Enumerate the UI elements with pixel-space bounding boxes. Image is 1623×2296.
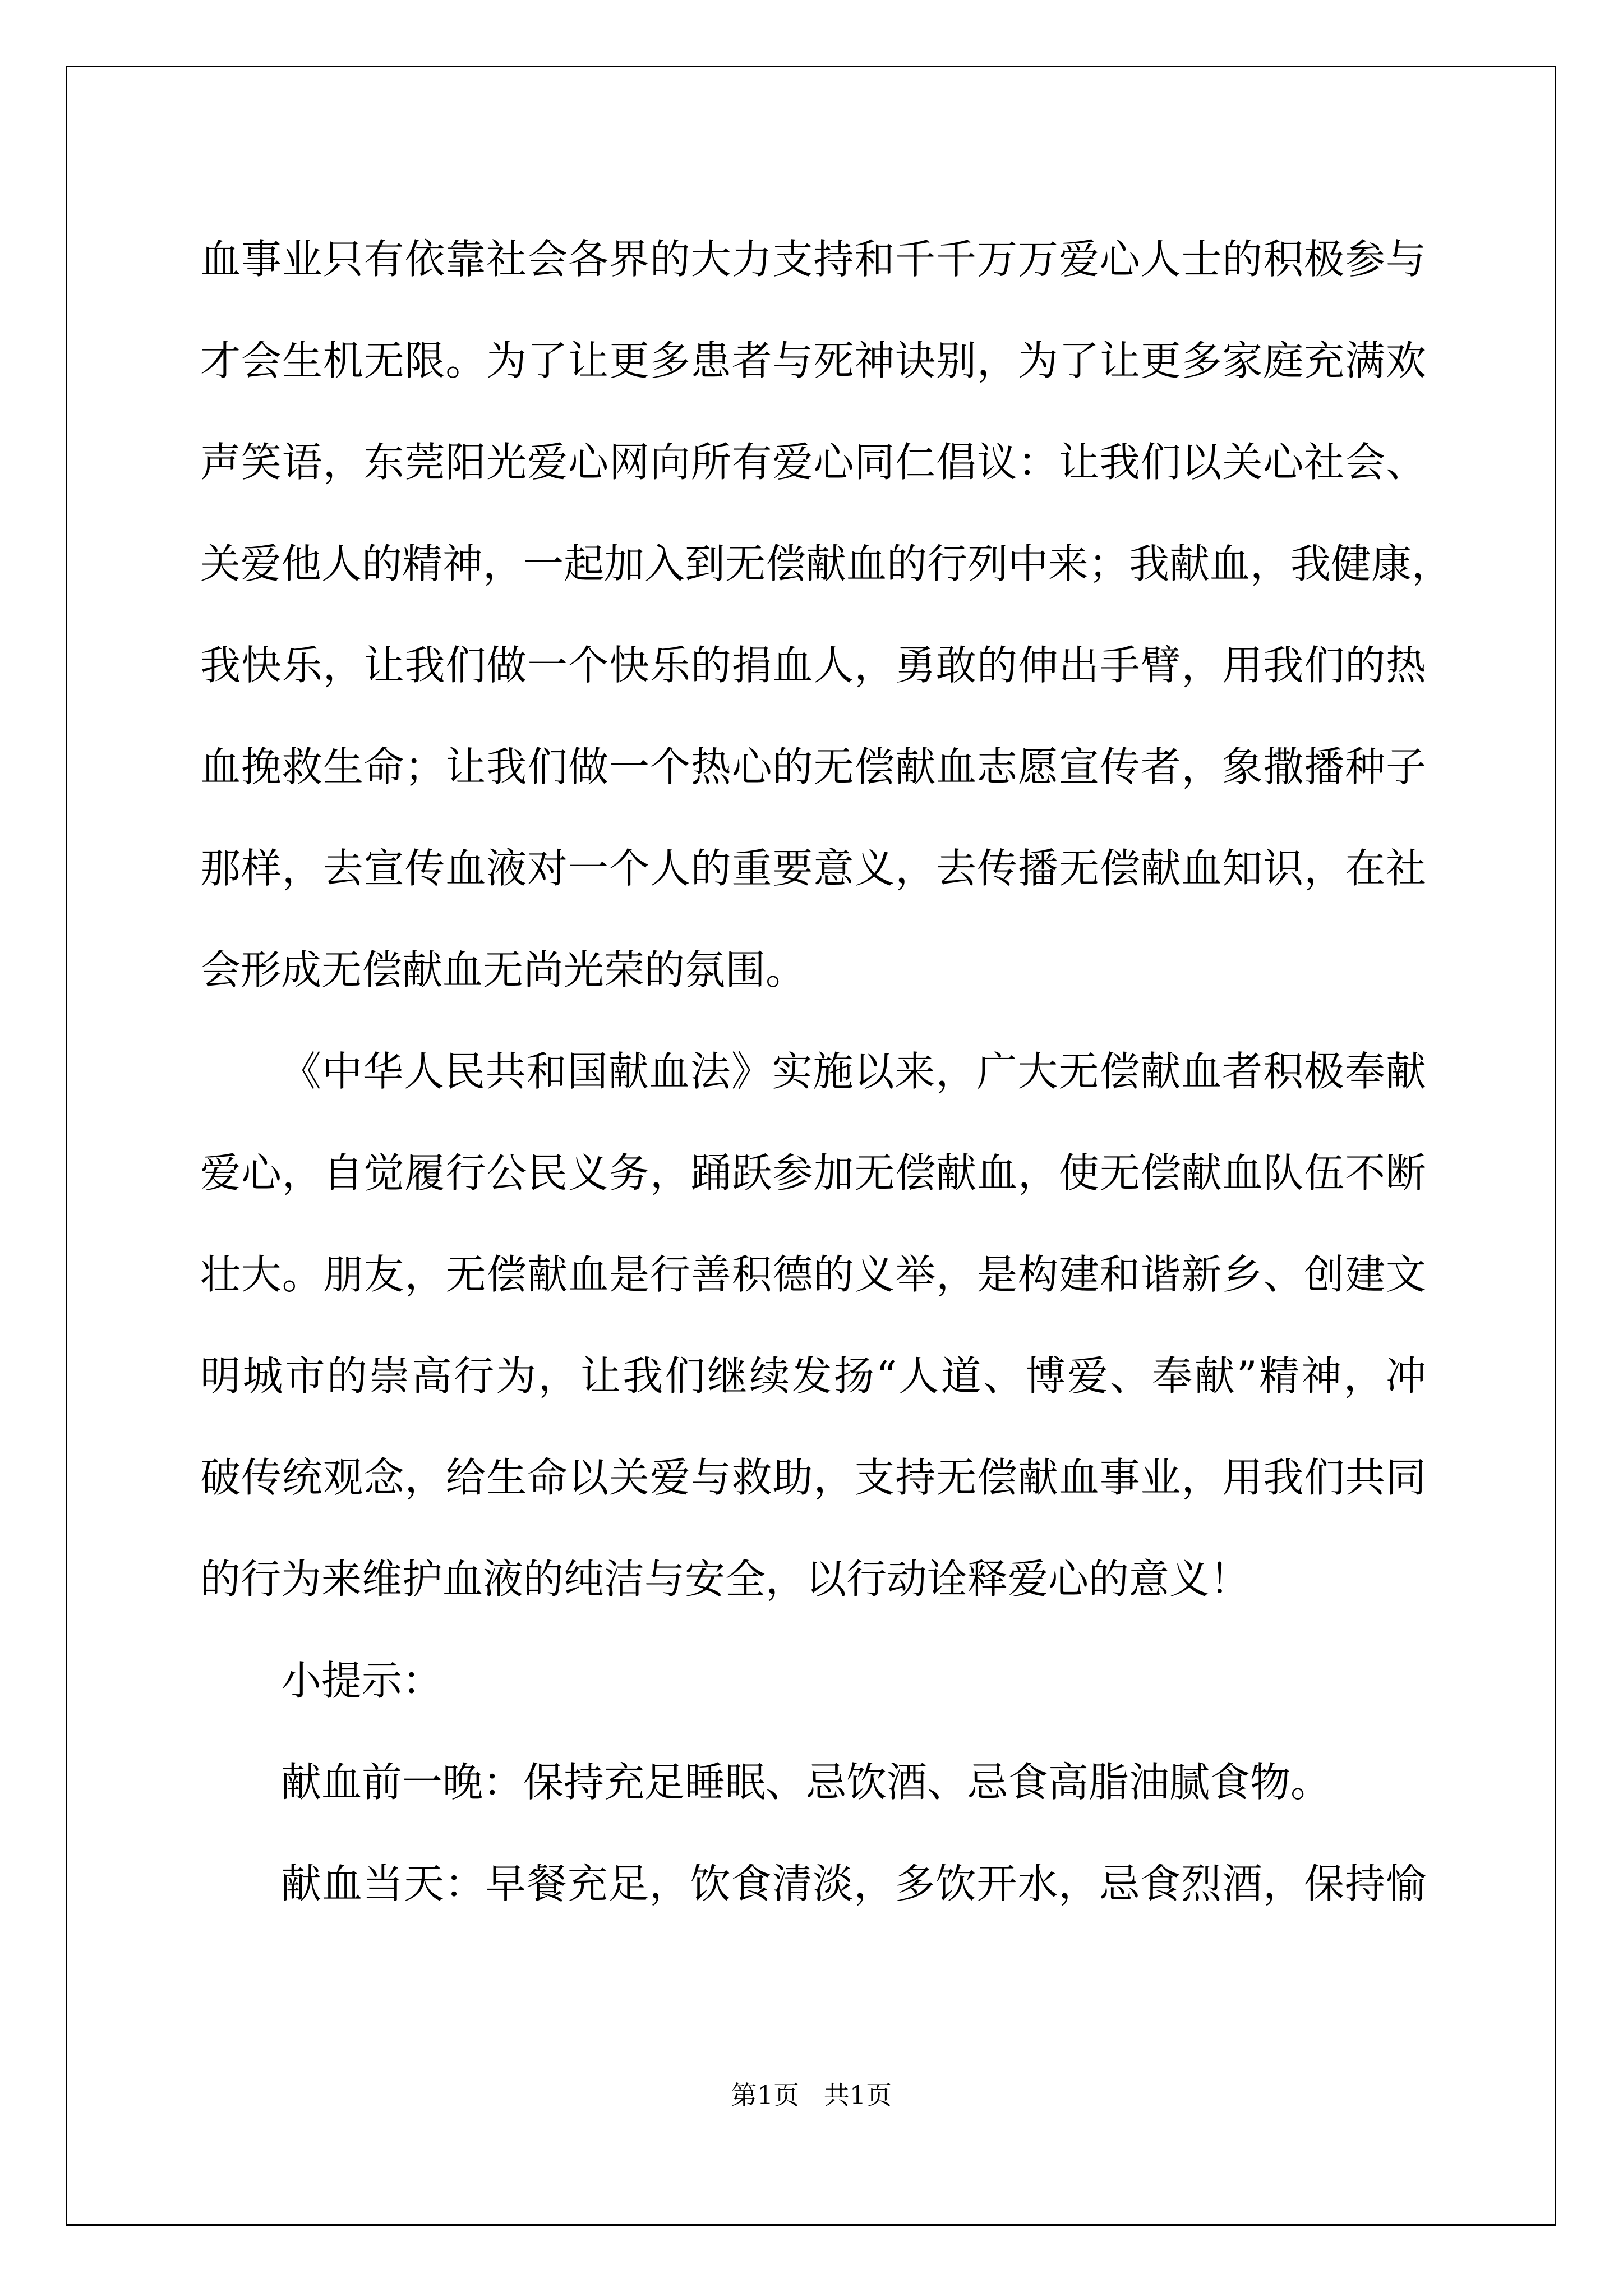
text-line: 我快乐，让我们做一个快乐的捐血人，勇敢的伸出手臂，用我们的热 bbox=[200, 642, 1426, 689]
page-footer: 第1页 共1页 bbox=[731, 2080, 892, 2110]
text-line: 才会生机无限。为了让更多患者与死神诀别，为了让更多家庭充满欢 bbox=[200, 337, 1426, 384]
tip-line: 献血当天：早餐充足，饮食清淡，多饮开水，忌食烈酒，保持愉 bbox=[281, 1860, 1426, 1907]
text-line: 血事业只有依靠社会各界的大力支持和千千万万爱心人士的积极参与 bbox=[200, 236, 1426, 283]
text-line: 《中华人民共和国献血法》实施以来，广大无偿献血者积极奉献 bbox=[281, 1048, 1426, 1095]
text-line: 明城市的崇高行为，让我们继续发扬“人道、博爱、奉献”精神，冲 bbox=[200, 1352, 1426, 1400]
text-line: 声笑语，东莞阳光爱心网向所有爱心同仁倡议：让我们以关心社会、 bbox=[200, 439, 1426, 486]
document-body bbox=[200, 209, 1453, 1935]
tips-heading: 小提示： bbox=[281, 1657, 443, 1704]
text-line: 血挽救生命；让我们做一个热心的无偿献血志愿宣传者，象撒播种子 bbox=[200, 743, 1426, 790]
text-line: 关爱他人的精神，一起加入到无偿献血的行列中来；我献血，我健康， bbox=[200, 540, 1453, 587]
text-line: 破传统观念，给生命以关爱与救助，支持无偿献血事业，用我们共同 bbox=[200, 1454, 1426, 1501]
text-line: 的行为来维护血液的纯洁与安全，以行动诠释爱心的意义！ bbox=[200, 1556, 1251, 1603]
tip-line: 献血前一晚：保持充足睡眠、忌饮酒、忌食高脂油腻食物。 bbox=[281, 1759, 1331, 1806]
text-line: 爱心，自觉履行公民义务，踊跃参加无偿献血，使无偿献血队伍不断 bbox=[200, 1149, 1426, 1197]
text-line: 那样，去宣传血液对一个人的重要意义，去传播无偿献血知识，在社 bbox=[200, 845, 1426, 892]
text-line: 会形成无偿献血无尚光荣的氛围。 bbox=[200, 946, 806, 993]
text-line: 壮大。朋友，无偿献血是行善积德的义举，是构建和谐新乡、创建文 bbox=[200, 1251, 1426, 1298]
